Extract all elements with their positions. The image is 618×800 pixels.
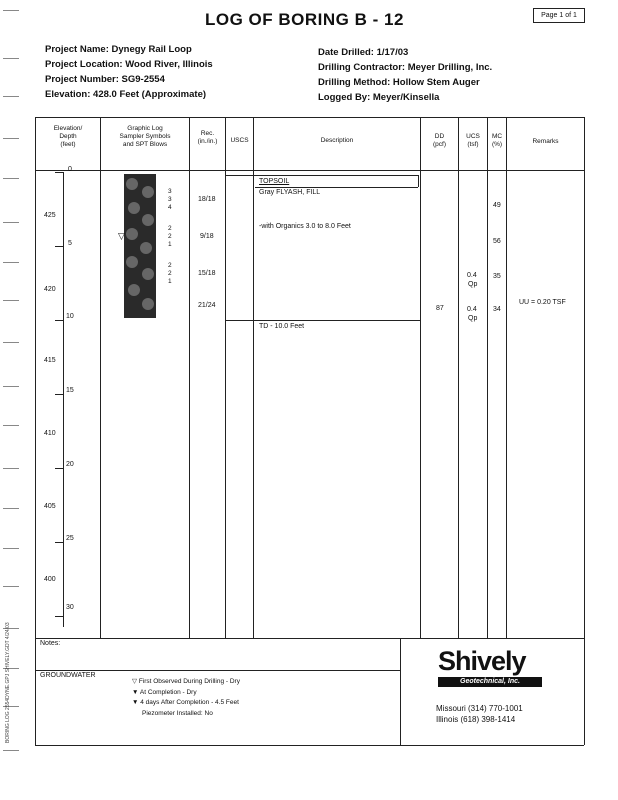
sample-3-rec: 15/18 <box>198 270 216 277</box>
at-completion-icon: ▼ <box>132 688 140 696</box>
sample-4-ucs: 0.4 <box>467 306 477 313</box>
elev-label-405: 405 <box>44 503 56 510</box>
topsoil-bottom-line <box>255 187 418 188</box>
elev-label-415: 415 <box>44 357 56 364</box>
header-graphic-log: Graphic Log Sampler Symbols and SPT Blows <box>119 125 171 148</box>
sample-3-blows: 2 2 1 <box>168 262 172 285</box>
sample-2-blows: 2 2 1 <box>168 225 172 248</box>
depth-label-0: 0 <box>68 166 72 173</box>
header-recovery: Rec. (in./in.) <box>197 130 218 145</box>
project-name: Project Name: Dynegy Rail Loop <box>45 44 192 55</box>
drilling-method: Drilling Method: Hollow Stem Auger <box>318 77 480 88</box>
page-number: Page 1 of 1 <box>533 8 585 23</box>
date-drilled: Date Drilled: 1/17/03 <box>318 47 409 58</box>
sample-3-mc: 35 <box>493 273 501 280</box>
project-location: Project Location: Wood River, Illinois <box>45 59 213 70</box>
sample-4-ucs-sub: Qp <box>468 315 478 322</box>
after-completion-icon: ▼ <box>132 699 141 706</box>
first-observed-icon: ▽ <box>132 678 139 685</box>
sample-4-remark: UU = 0.20 TSF <box>519 299 566 306</box>
groundwater-label: GROUNDWATER <box>40 672 96 679</box>
desc-total-depth: TD - 10.0 Feet <box>259 323 305 330</box>
project-elevation: Elevation: 428.0 Feet (Approximate) <box>45 89 207 100</box>
company-logo-subtitle: Geotechnical, Inc. <box>438 677 542 687</box>
phone-illinois: Illinois (618) 398-1414 <box>436 715 516 724</box>
topsoil-top-line <box>226 175 418 176</box>
groundwater-details: ▽ First Observed During Drilling - Dry ▼ At Completion - Dry ▼ 4 days After Completion - 4.5 Feet Piezometer Installed: No <box>132 678 240 717</box>
sidebar-file-label: BORING LOG 2554DYNE.GPJ SHIVELY.GDT 4/24/03 <box>5 622 11 743</box>
sample-4-mc: 34 <box>493 306 501 313</box>
sample-4-dd: 87 <box>436 305 444 312</box>
header-moisture: MC (%) <box>491 133 503 148</box>
project-info-right <box>318 45 492 105</box>
phone-missouri: Missouri (314) 770-1001 <box>436 704 523 713</box>
depth-axis <box>63 172 64 627</box>
sample-2-rec: 9/18 <box>200 233 214 240</box>
depth-label-20: 20 <box>66 461 74 468</box>
desc-organics: -with Organics 3.0 to 8.0 Feet <box>259 223 351 230</box>
logged-by: Logged By: Meyer/Kinsella <box>318 92 440 103</box>
depth-label-30: 30 <box>66 604 74 611</box>
sample-1-blows: 3 3 4 <box>168 188 172 211</box>
elev-label-420: 420 <box>44 286 56 293</box>
sample-1-mc: 49 <box>493 202 501 209</box>
sample-3-ucs: 0.4 <box>467 272 477 279</box>
depth-label-25: 25 <box>66 535 74 542</box>
notes-label: Notes: <box>40 640 61 647</box>
header-elevation: Elevation/ Depth (feet) <box>53 125 83 148</box>
elev-label-425: 425 <box>44 212 56 219</box>
depth-label-15: 15 <box>66 387 74 394</box>
log-title: LOG OF BORING B - 12 <box>205 10 404 29</box>
elev-label-410: 410 <box>44 430 56 437</box>
project-number: Project Number: SG9-2554 <box>45 74 165 85</box>
header-dry-density: DD (pcf) <box>433 133 446 148</box>
sample-3-ucs-sub: Qp <box>468 281 478 288</box>
graphic-log <box>118 172 166 320</box>
depth-label-10: 10 <box>66 313 74 320</box>
header-uscs: USCS <box>230 137 249 144</box>
td-line <box>226 320 420 321</box>
desc-fill: Gray FLYASH, FILL <box>259 189 321 196</box>
header-ucs: UCS (tsf) <box>466 133 480 148</box>
company-phones <box>436 703 523 725</box>
company-logo: Shively <box>438 646 526 676</box>
project-info-left <box>45 42 213 102</box>
sample-4-rec: 21/24 <box>198 302 216 309</box>
topsoil-right-line <box>418 175 419 187</box>
sample-1-rec: 18/18 <box>198 196 216 203</box>
depth-label-5: 5 <box>68 240 72 247</box>
elev-label-400: 400 <box>44 576 56 583</box>
drilling-contractor: Drilling Contractor: Meyer Drilling, Inc. <box>318 62 493 73</box>
header-description: Description <box>320 137 354 144</box>
sample-2-mc: 56 <box>493 238 501 245</box>
svg-text:▽: ▽ <box>118 232 125 242</box>
desc-topsoil: TOPSOIL <box>259 178 290 185</box>
header-remarks: Remarks <box>532 138 559 145</box>
